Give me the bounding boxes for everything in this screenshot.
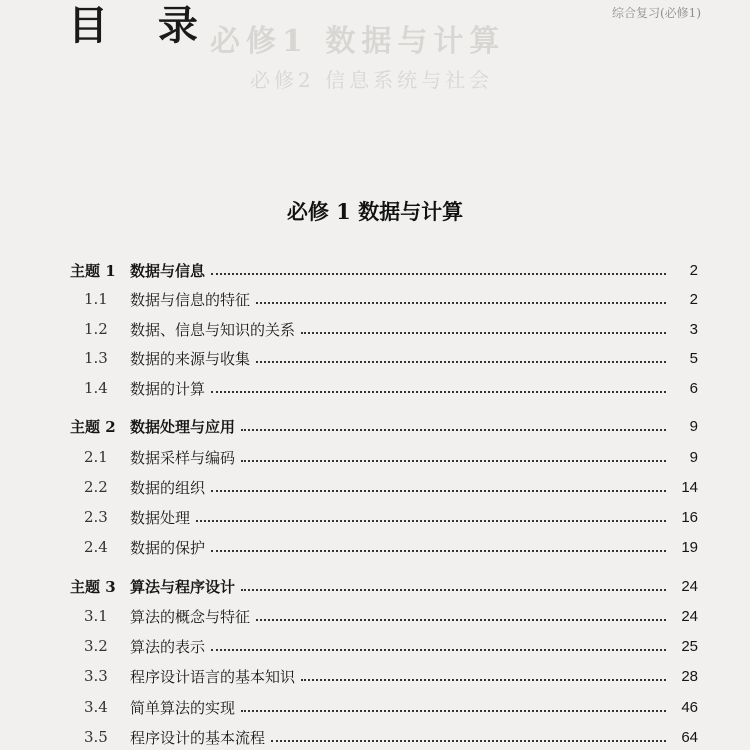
leader-dots <box>256 361 666 363</box>
leader-dots <box>241 429 666 431</box>
leader-dots <box>211 649 666 651</box>
toc-page: 2 <box>689 290 698 308</box>
toc-number: 3.4 <box>84 698 108 716</box>
toc-number: 1.2 <box>84 320 108 338</box>
toc-row <box>70 634 698 658</box>
leader-dots <box>196 520 666 522</box>
toc-number: 主题 2 <box>70 417 116 436</box>
toc-row <box>70 475 698 499</box>
toc-number: 1.4 <box>84 379 108 397</box>
bleed-through-heading: 必修1 数据与计算 <box>210 24 506 59</box>
toc-title: 目 录 <box>68 2 216 49</box>
toc-label: 算法的表示 <box>130 637 206 656</box>
toc-row <box>70 574 698 598</box>
toc-row <box>70 664 698 688</box>
toc-page: 5 <box>689 349 698 367</box>
leader-dots <box>241 589 666 591</box>
toc-label: 数据的保护 <box>130 538 206 557</box>
toc-row <box>70 695 698 719</box>
toc-row <box>70 535 698 559</box>
section-title: 必修 1 数据与计算 <box>286 199 464 224</box>
toc-label: 算法的概念与特征 <box>130 607 251 626</box>
toc-page: 24 <box>681 607 698 625</box>
toc-number: 2.1 <box>84 448 108 466</box>
toc-number: 2.3 <box>84 508 108 526</box>
leader-dots <box>301 679 666 681</box>
toc-label: 数据采样与编码 <box>130 448 236 467</box>
toc-row <box>70 725 698 749</box>
toc-page: 19 <box>681 538 698 556</box>
leader-dots <box>271 740 666 742</box>
toc-page: 64 <box>681 728 698 746</box>
toc-page: 6 <box>689 379 698 397</box>
toc-number: 3.2 <box>84 637 108 655</box>
toc-page: 28 <box>681 667 698 685</box>
leader-dots <box>211 391 666 393</box>
toc-number: 主题 3 <box>70 577 116 596</box>
toc-label: 数据处理 <box>130 508 191 527</box>
toc-row <box>70 346 698 370</box>
leader-dots <box>211 490 666 492</box>
toc-page: 25 <box>681 637 698 655</box>
toc-page: 9 <box>689 417 698 435</box>
toc-row <box>70 414 698 438</box>
toc-row <box>70 287 698 311</box>
leader-dots <box>241 710 666 712</box>
toc-label: 数据处理与应用 <box>130 417 236 436</box>
toc-number: 1.3 <box>84 349 108 367</box>
leader-dots <box>211 550 666 552</box>
toc-label: 数据与信息的特征 <box>130 290 251 309</box>
toc-number: 2.2 <box>84 478 108 496</box>
leader-dots <box>301 332 666 334</box>
running-header-text: 综合复习(必修1) <box>612 6 701 20</box>
toc-page: 46 <box>681 698 698 716</box>
toc-page: 2 <box>689 261 698 279</box>
toc-row <box>70 317 698 341</box>
toc-page: 3 <box>689 320 698 338</box>
toc-row <box>70 505 698 529</box>
toc-label: 简单算法的实现 <box>130 698 236 717</box>
toc-page: 14 <box>681 478 698 496</box>
toc-number: 3.5 <box>84 728 108 746</box>
toc-label: 数据与信息 <box>130 261 206 280</box>
toc-number: 1.1 <box>84 290 108 308</box>
leader-dots <box>256 619 666 621</box>
toc-number: 3.3 <box>84 667 108 685</box>
toc-label: 数据的来源与收集 <box>130 349 251 368</box>
toc-label: 数据的组织 <box>130 478 206 497</box>
toc-row <box>70 376 698 400</box>
toc-label: 数据、信息与知识的关系 <box>130 320 296 339</box>
toc-label: 数据的计算 <box>130 379 206 398</box>
toc-page: 9 <box>689 448 698 466</box>
bleed-through-subheading: 必修2 信息系统与社会 <box>250 68 494 92</box>
toc-page: 24 <box>681 577 698 595</box>
leader-dots <box>241 460 666 462</box>
toc-label: 程序设计语言的基本知识 <box>130 667 296 686</box>
toc-number: 3.1 <box>84 607 108 625</box>
toc-row <box>70 258 698 282</box>
leader-dots <box>256 302 666 304</box>
leader-dots <box>211 273 666 275</box>
toc-row <box>70 445 698 469</box>
toc-row <box>70 604 698 628</box>
toc-page: 16 <box>681 508 698 526</box>
toc-label: 程序设计的基本流程 <box>130 728 266 747</box>
toc-number: 主题 1 <box>70 261 116 280</box>
toc-label: 算法与程序设计 <box>130 577 236 596</box>
toc-number: 2.4 <box>84 538 108 556</box>
